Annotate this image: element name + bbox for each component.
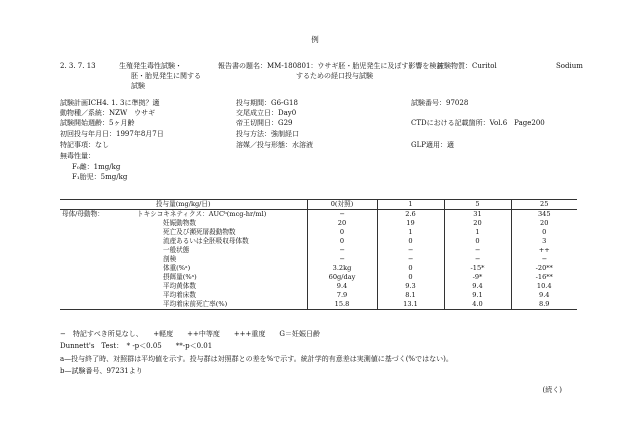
footnote-b: b—試験番号、97231より bbox=[60, 367, 143, 375]
special-notes: 特記事項：なし bbox=[60, 141, 109, 149]
start-age: 試験開始週齢：5ヶ月齢 bbox=[60, 119, 135, 127]
test-substance: 被験物質：Curitol bbox=[437, 62, 497, 70]
row-label: 平均着床数 bbox=[163, 291, 196, 299]
cell-value: 9.4 bbox=[444, 282, 511, 291]
cell-value: -16** bbox=[511, 273, 577, 282]
cell-value: -9* bbox=[444, 273, 511, 282]
cell-value: − bbox=[307, 246, 377, 255]
report-title: 報告書の題名：MM-180801：ウサギ胚・胎児発生に及ぼす影響を検討 bbox=[218, 62, 444, 70]
cell-value: 0 bbox=[307, 228, 377, 237]
noael-label: 無毒性量： bbox=[60, 152, 95, 160]
cell-value: 3 bbox=[511, 237, 577, 246]
cell-value: − bbox=[307, 255, 377, 264]
report-title-line-2: するための経口投与試験 bbox=[296, 72, 373, 80]
row-label: 流産あるいは全胚吸収母体数 bbox=[163, 237, 249, 245]
table-header-row bbox=[60, 200, 577, 210]
section-title-line-3: 試験 bbox=[131, 82, 145, 90]
row-label: トキシコキネティクス：AUCᵇ(mcg-hr/ml) bbox=[137, 210, 267, 218]
dosing-route: 投与方法：強制経口 bbox=[236, 130, 299, 138]
group-label: 母体/母動物： bbox=[62, 210, 104, 218]
cell-value: 9.1 bbox=[444, 291, 511, 300]
species: 動物種／系統：NZW ウサギ bbox=[60, 109, 156, 117]
cell-value: 20 bbox=[444, 219, 511, 228]
cell-value: 3.2kg bbox=[307, 264, 377, 273]
group-label bbox=[60, 255, 135, 264]
cell-value: 345 bbox=[511, 210, 577, 220]
table-row bbox=[60, 237, 577, 246]
cell-value: 13.1 bbox=[377, 300, 444, 310]
dose-level: 25 bbox=[511, 200, 577, 210]
table-row bbox=[60, 282, 577, 291]
continued-label: (続く) bbox=[542, 386, 562, 394]
cell-value: 20 bbox=[307, 219, 377, 228]
cell-value: 0 bbox=[307, 237, 377, 246]
cesarean-day: 帝王切開日：G29 bbox=[236, 119, 293, 127]
results-table bbox=[60, 199, 577, 310]
cell-value: ++ bbox=[511, 246, 577, 255]
table-row bbox=[60, 210, 577, 220]
cell-value: 0 bbox=[377, 264, 444, 273]
cell-value: 9.4 bbox=[511, 291, 577, 300]
cell-value: − bbox=[444, 255, 511, 264]
cell-value: 4.0 bbox=[444, 300, 511, 310]
dose-level: 1 bbox=[377, 200, 444, 210]
cell-value: 1 bbox=[444, 228, 511, 237]
group-label bbox=[60, 273, 135, 282]
cell-value: -15* bbox=[444, 264, 511, 273]
cell-value: 8.9 bbox=[511, 300, 577, 310]
mating-day: 交尾成立日：Day0 bbox=[236, 109, 297, 117]
cell-value: 9.4 bbox=[307, 282, 377, 291]
group-label bbox=[60, 246, 135, 255]
row-label: 摂餌量(%ᵃ) bbox=[163, 273, 197, 281]
dosing-period: 投与期間：G6-G18 bbox=[236, 99, 298, 107]
cell-value: − bbox=[307, 210, 377, 220]
table-row bbox=[60, 219, 577, 228]
footnote-a: a—投与終了時、対照群は平均値を示す。投与群は対照群との差を%で示す。統計学的有意差は実測値に基づく(%ではない)。 bbox=[60, 355, 453, 363]
noael-f0: F₀雌：1mg/kg bbox=[72, 163, 121, 171]
cell-value: 20 bbox=[511, 219, 577, 228]
row-label: 妊娠動物数 bbox=[163, 219, 196, 227]
cell-value: 31 bbox=[444, 210, 511, 220]
cell-value: 7.9 bbox=[307, 291, 377, 300]
row-label: 体重(%ᵃ) bbox=[163, 264, 191, 272]
row-label: 平均着床前死亡率(%) bbox=[135, 300, 307, 310]
cell-value: 0 bbox=[377, 273, 444, 282]
group-label bbox=[60, 219, 135, 228]
cell-value: − bbox=[511, 255, 577, 264]
group-label bbox=[60, 228, 135, 237]
cell-value: -20** bbox=[511, 264, 577, 273]
table-row bbox=[60, 255, 577, 264]
group-label bbox=[60, 300, 135, 310]
ctd-location: CTDにおける記載箇所：Vol.6 Page200 bbox=[411, 119, 545, 127]
table-row bbox=[60, 300, 577, 310]
cell-value: 15.8 bbox=[307, 300, 377, 310]
cell-value: 1 bbox=[377, 228, 444, 237]
cell-value: 10.4 bbox=[511, 282, 577, 291]
vehicle: 溶媒／投与形態：水溶液 bbox=[236, 141, 313, 149]
group-label bbox=[60, 237, 135, 246]
group-label bbox=[60, 291, 135, 300]
cell-value: 2.6 bbox=[377, 210, 444, 220]
legend-note: − 特記すべき所見なし、 +軽度 ++中等度 +++重度 G＝妊娠日齢 bbox=[60, 330, 321, 338]
glp: GLP適用：適 bbox=[411, 141, 454, 149]
row-label: 死亡及び瀕死屠殺動物数 bbox=[163, 228, 236, 236]
guideline: 試験計画ICH4. 1. 3に準拠？適 bbox=[60, 99, 160, 107]
cell-value: 9.3 bbox=[377, 282, 444, 291]
cell-value: 8.1 bbox=[377, 291, 444, 300]
table-row bbox=[60, 228, 577, 237]
first-dose-date: 初回投与年月日：1997年8月7日 bbox=[60, 130, 164, 138]
section-number: 2. 3. 7. 13 bbox=[60, 62, 96, 70]
row-label: 一般状態 bbox=[163, 246, 190, 254]
group-label bbox=[60, 282, 135, 291]
cell-value: 0 bbox=[377, 237, 444, 246]
cell-value: − bbox=[377, 246, 444, 255]
dose-level: 5 bbox=[444, 200, 511, 210]
dose-level: 0(対照) bbox=[307, 200, 377, 210]
cell-value: 60g/day bbox=[307, 273, 377, 282]
cell-value: − bbox=[444, 246, 511, 255]
table-row bbox=[60, 246, 577, 255]
table-row bbox=[60, 291, 577, 300]
test-number: 試験番号：97028 bbox=[411, 99, 469, 107]
cell-value: − bbox=[377, 255, 444, 264]
noael-f1: F₁胎児：5mg/kg bbox=[72, 173, 128, 181]
group-label bbox=[60, 264, 135, 273]
dose-header: 投与量(mg/kg/日) bbox=[60, 200, 307, 210]
cell-value: 0 bbox=[444, 237, 511, 246]
test-substance-value: Sodium bbox=[556, 62, 583, 70]
row-label: 剖検 bbox=[163, 255, 177, 263]
table-row bbox=[60, 264, 577, 273]
row-label: 平均黄体数 bbox=[163, 282, 196, 290]
page-title: 例 bbox=[311, 35, 319, 44]
table-row bbox=[60, 273, 577, 282]
dunnett-note: Dunnett's Test： * -p＜0.05 **-p＜0.01 bbox=[60, 342, 213, 350]
section-title-line-2: 胚・胎児発生に関する bbox=[131, 72, 201, 80]
cell-value: 0 bbox=[511, 228, 577, 237]
cell-value: 19 bbox=[377, 219, 444, 228]
section-title: 生殖発生毒性試験・ bbox=[119, 62, 182, 70]
